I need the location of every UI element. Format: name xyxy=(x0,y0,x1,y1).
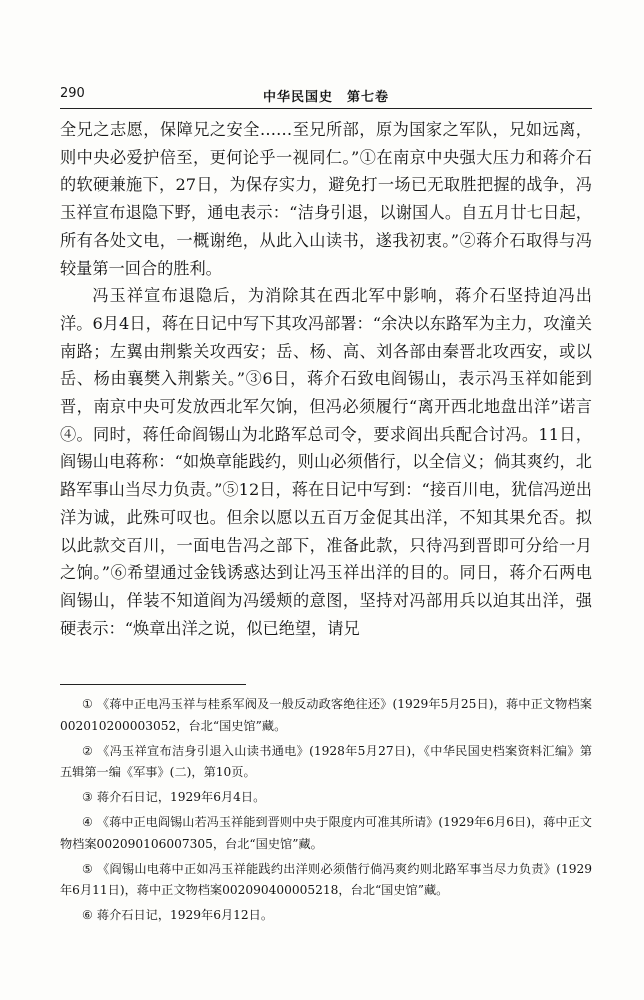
footnote xyxy=(60,905,592,927)
footnote xyxy=(60,694,592,738)
footnote-text: 《蒋中正电冯玉祥与桂系军阀及一般反动政客绝往还》(1929年5月25日)，蒋中正文物档案002010200003052，台北“国史馆”藏。 xyxy=(60,697,592,733)
paragraph: 冯玉祥宣布退隐后，为消除其在西北军中影响，蒋介石坚持迫冯出洋。6月4日，蒋在日记中写下其攻冯部署：“余决以东路军为主力，攻潼关南路；左翼由荆紫关攻西安；岳、杨、高、刘各部由秦晋北攻西安，或以岳、杨由襄樊入荆紫关。”③6日，蒋介石致电阎锡山，表示冯玉祥如能到晋，南京中央可发放西北军欠饷，但冯必须履行“离开西北地盘出洋”诺言④。同时，蒋任命阎锡山为北路军总司令，要求阎出兵配合讨冯。11日，阎锡山电蒋称：“如焕章能践约，则山必须偕行，以全信义；倘其爽约，北路军事山当尽力负责。”⑤12日，蒋在日记中写到：“接百川电，犹信冯逆出洋为诚，此殊可叹也。但余以愿以五百万金促其出洋，不知其果允否。拟以此款交百川，一面电告冯之部下，准备此款，只待冯到晋即可分给一月之饷。”⑥希望通过金钱诱惑达到让冯玉祥出洋的目的。同日，蒋介石两电阎锡山，佯装不知道阎为冯缓颊的意图，坚持对冯部用兵以迫其出洋，强硬表示：“焕章出洋之说，似已绝望，请兄 xyxy=(60,286,592,638)
footnote-mark: ③ xyxy=(81,790,93,805)
footnote-text: 《蒋中正电阎锡山若冯玉祥能到晋则中央于限度内可准其所请》(1929年6月6日)，蒋中正文物档案002090106007305，台北“国史馆”藏。 xyxy=(60,814,592,851)
footnote-text: 《阎锡山电蒋中正如冯玉祥能践约出洋则必须偕行倘冯爽约则北路军事当尽力负责》(1929年6月11日)，蒋中正文物档案002090400005218，台北“国史馆”藏。 xyxy=(60,861,592,898)
footnote-text: 蒋介石日记，1929年6月4日。 xyxy=(96,790,266,805)
book-title: 中华民国史 第七卷 xyxy=(262,90,389,105)
footnote-mark: ① xyxy=(81,697,94,711)
footnote-mark: ④ xyxy=(81,814,93,829)
paragraph-continued: 全兄之志愿，保障兄之安全……至兄所部，原为国家之军队，兄如远离，则中央必爱护倍至，更何论乎一视同仁。”①在南京中央强大压力和蒋介石的软硬兼施下，27日，为保存实力，避免打一场已无取胜把握的战争，冯玉祥宣布退隐下野，通电表示：“洁身引退，以谢国人。自五月廿七日起，所有各处文电，一概谢绝，从此入山读书，遂我初衷。”②蒋介石取得与冯较量第一回合的胜利。 xyxy=(60,120,592,278)
footnote xyxy=(60,859,592,903)
footnote xyxy=(60,787,592,809)
footnotes xyxy=(60,694,592,930)
body-text xyxy=(60,116,592,642)
footnote-mark: ⑤ xyxy=(81,861,94,876)
footnote-text: 蒋介石日记，1929年6月12日。 xyxy=(96,908,274,923)
footnote-mark: ⑥ xyxy=(81,908,93,923)
footnote-mark: ② xyxy=(81,743,94,758)
footnote xyxy=(60,741,592,785)
footnote-text: 《冯玉祥宣布洁身引退入山读书通电》(1928年5月27日)，《中华民国史档案资料汇编》第五辑第一编《军事》(二)，第10页。 xyxy=(60,743,593,780)
footnote-divider xyxy=(60,684,246,685)
page-number: 290 xyxy=(60,86,85,101)
running-header xyxy=(60,86,592,109)
footnote xyxy=(60,812,592,856)
